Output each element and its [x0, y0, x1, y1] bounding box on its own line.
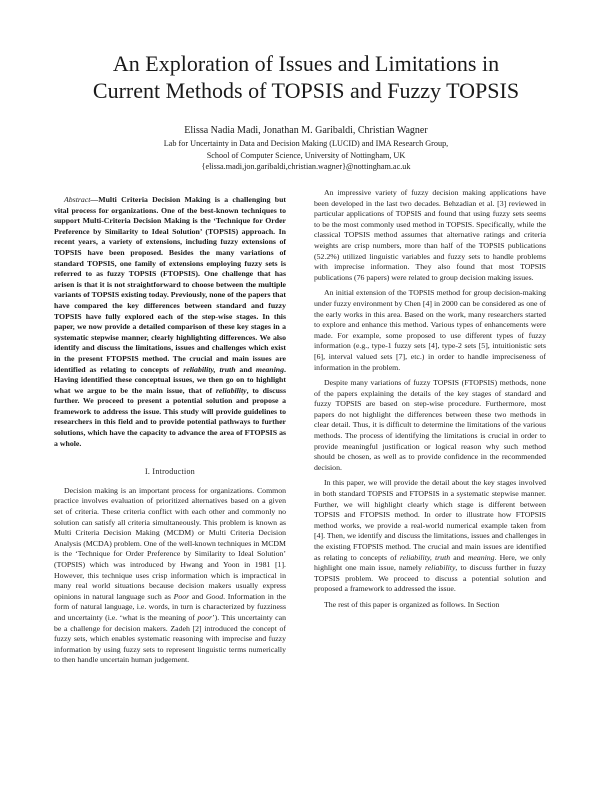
author-list: Elissa Nadia Madi, Jonathan M. Garibaldi, Christian Wagner [184, 125, 428, 136]
affiliation [40, 138, 572, 173]
right-column [314, 188, 546, 616]
intro-paragraph-2: An impressive variety of fuzzy decision making applications have been developed in the last two decades. Behzadian et al. [3] reviewed in particular applications of TOPSIS and found that using fuzzy sets seems to be the most commonly used method in TOPSIS. Specifically, while the classical TOPSIS method assumes that alternative ratings and criteria weights are crisp numbers, more than half of the TOPSIS publications (52.2%) utilized linguistic variables and fuzzy sets to handle problems with imprecise information. They also found that most TOPSIS publications (76 papers) were related to group decision making issues. [314, 188, 546, 282]
intro-paragraph-4: Despite many variations of fuzzy TOPSIS (FTOPSIS) methods, none of the papers explaining the details of the key stages of standard and fuzzy TOPSIS are based on step-wise procedure. Furthermore, most papers do not highlight the differences between these two methods in clear detail. Thus, it is difficult to determine the limitations of the various methods. The process of identifying the limitations is crucial in order to provide meaningful justification or logical reason why such method should be chosen, as well as to provide confidence in the recommended decision. [314, 378, 546, 472]
intro-paragraph-6: The rest of this paper is organized as follows. In Section [324, 599, 500, 609]
section-heading-introduction: I. Introduction [144, 467, 196, 477]
title-line-2: Current Methods of TOPSIS and Fuzzy TOPSIS [92, 78, 520, 103]
title-line-1: An Exploration of Issues and Limitations in [112, 51, 500, 76]
abstract-label: Abstract [64, 195, 91, 204]
affiliation-line-1: Lab for Uncertainty in Data and Decision Making (LUCID) and IMA Research Group, [163, 139, 449, 148]
intro-paragraph-5: In this paper, we will provide the detail about the key stages involved in both standard TOPSIS and FTOPSIS in a systematic stepwise manner. Further, we will highlight clearly which stage is different between TOPSIS and FTOPSIS method. In order to illustrate how FTOPSIS method works, we provide a real-world numerical example taken from [4]. Then, we identify and discuss the limitations, issues and challenges in the existing FTOPSIS method. The crucial and main issues are identified as relating to concepts of reliability, truth and meaning. Here, we only highlight one main issue, namely reliability, to discuss further in fuzzy TOPSIS problem. We proceed to discuss a potential solution and proposed a framework to addressed the issue. [314, 478, 546, 594]
affiliation-line-2: School of Computer Science, University of Nottingham, UK [206, 150, 406, 160]
abstract: Abstract—Multi Criteria Decision Making is a challenging but vital process for organizations. One of the best-known techniques to support Multi-Criteria Decision Making is the ‘Technique for Order Preference by Similarity to Ideal Solution’ (TOPSIS) approach. In recent years, a variety of extensions, including fuzzy extensions of TOPSIS have been proposed. Besides the many variations of standard TOPSIS, one family of extensions employing fuzzy sets is referred to as fuzzy TOPSIS (FTOPSIS). One challenge that has arisen is that it is not straightforward to choose between the multiple variants of TOPSIS existing today. Previously, none of the papers that have compared the key differences between standard and fuzzy TOPSIS have fully explored each of the step-wise stages. In this paper, we now provide a detailed comparison of these key stages in a systematic stepwise manner, clearly highlighting differences. We also identify and discuss the limitations, issues and challenges which exist in the present FTOPSIS method. The crucial and main issues are identified as relating to concepts of reliability, truth and meaning. Having identified these conceptual issues, we then go on to highlight what we argue to be the main issue, that of reliability, to discuss further. We proceed to present a potential solution and propose a framework to address the issue. This study will provide guidelines to researchers in this field and to provide potential pathways to further solutions, which have the capacity to advance the area of FTOPSIS as a whole. [54, 195, 286, 448]
paper-title [40, 50, 572, 104]
author-emails: {elissa.madi,jon.garibaldi,christian.wagner}@nottingham.ac.uk [201, 162, 411, 171]
left-column [54, 195, 286, 671]
intro-paragraph-3: An initial extension of the TOPSIS method for group decision-making under fuzzy environment by Chen [4] in 2000 can be considered as one of the early works in this area. Based on the work, many researchers started to explore and enhance this method. Various types of enhancements were made. For example, some proposed to use different types of fuzzy information (e.g., type-1 fuzzy sets [4], type-2 sets [5], intuitionistic sets [6], interval valued sets [7], etc.) in order to handle impreciseness of information in the problem. [314, 288, 546, 372]
intro-paragraph-1: Decision making is an important process for organizations. Common practice involves evaluation of prioritized alternatives based on a given set of criteria. These criteria conflict with each other and commonly no solution can satisfy all criteria simultaneously. This problem is known as Multi Criteria Decision Making (MCDM) or Multi Criteria Decision Analysis (MCDA) problem. One of the well-known techniques in MCDM is the ‘Technique for Order Preference by Similarity to Ideal Solution’ (TOPSIS) which was introduced by Hwang and Yoon in 1981 [1]. However, this technique uses crisp information which is impractical in many real world situations because decision makers usually express opinions in natural language such as Poor and Good. Information in the form of natural language, i.e. words, in turn is characterized by fuzziness and uncertainty (i.e. ‘what is the meaning of poor’). This uncertainty can be a challenge for decision makers. Zadeh [2] introduced the concept of fuzzy sets, which enables systematic reasoning with imprecise and fuzzy information by using fuzzy sets to represent linguistic terms numerically to then handle uncertain human judgement. [54, 485, 286, 665]
